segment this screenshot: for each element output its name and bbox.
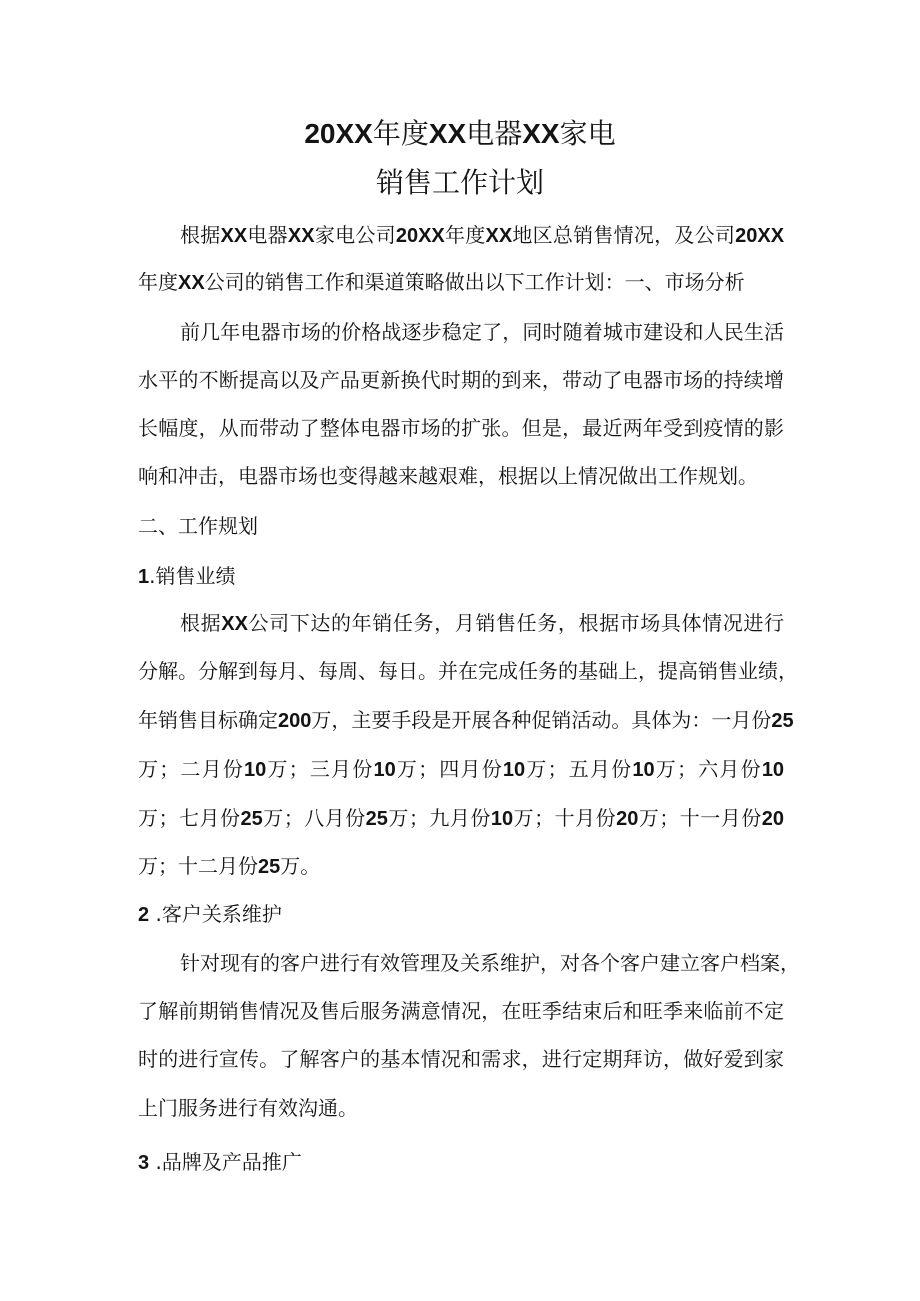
sales-line-1: 根据XX公司下达的年销任务，月销售任务，根据市场具体情况进行 (180, 611, 785, 635)
sales-line-3: 年销售目标确定200万，主要手段是开展各种促销活动。具体为：一月份25 (138, 708, 794, 732)
intro-line-2: 年度XX公司的销售工作和渠道策略做出以下工作计划：一、市场分析 (138, 270, 745, 294)
customer-line-2: 了解前期销售情况及售后服务满意情况，在旺季结束后和旺季来临前不定 (138, 999, 784, 1023)
document-title-line1: 20XX年度XX电器XX家电 (304, 117, 616, 150)
sales-line-6: 万；十二月份25万。 (138, 854, 321, 878)
intro-line-1: 根据XX电器XX家电公司20XX年度XX地区总销售情况，及公司20XX (180, 223, 785, 247)
document-title-line2: 销售工作计划 (375, 166, 544, 199)
market-line-4: 响和冲击，电器市场也变得越来越艰难，根据以上情况做出工作规划。 (138, 464, 758, 488)
sales-line-4: 万；二月份10万；三月份10万；四月份10万；五月份10万；六月份10 (138, 757, 785, 781)
sales-line-2: 分解。分解到每月、每周、每日。并在完成任务的基础上，提高销售业绩， (138, 659, 798, 683)
market-line-2: 水平的不断提高以及产品更新换代时期的到来，带动了电器市场的持续增 (138, 368, 784, 392)
customer-line-3: 时的进行宣传。了解客户的基本情况和需求，进行定期拜访，做好爱到家 (138, 1047, 784, 1071)
sales-line-5: 万；七月份25万；八月份25万；九月份10万；十月份20万；十一月份20 (138, 806, 785, 830)
customer-line-4: 上门服务进行有效沟通。 (138, 1096, 358, 1120)
market-line-3: 长幅度，从而带动了整体电器市场的扩张。但是，最近两年受到疫情的影 (138, 416, 784, 440)
subsection-1-heading: 1.销售业绩 (138, 564, 236, 588)
subsection-3-heading: 3 .品牌及产品推广 (138, 1150, 302, 1174)
section-2-heading: 二、工作规划 (138, 514, 258, 538)
market-line-1: 前几年电器市场的价格战逐步稳定了，同时随着城市建设和人民生活 (180, 320, 784, 344)
customer-line-1: 针对现有的客户进行有效管理及关系维护，对各个客户建立客户档案， (180, 951, 800, 975)
subsection-2-heading: 2 .客户关系维护 (138, 902, 282, 926)
